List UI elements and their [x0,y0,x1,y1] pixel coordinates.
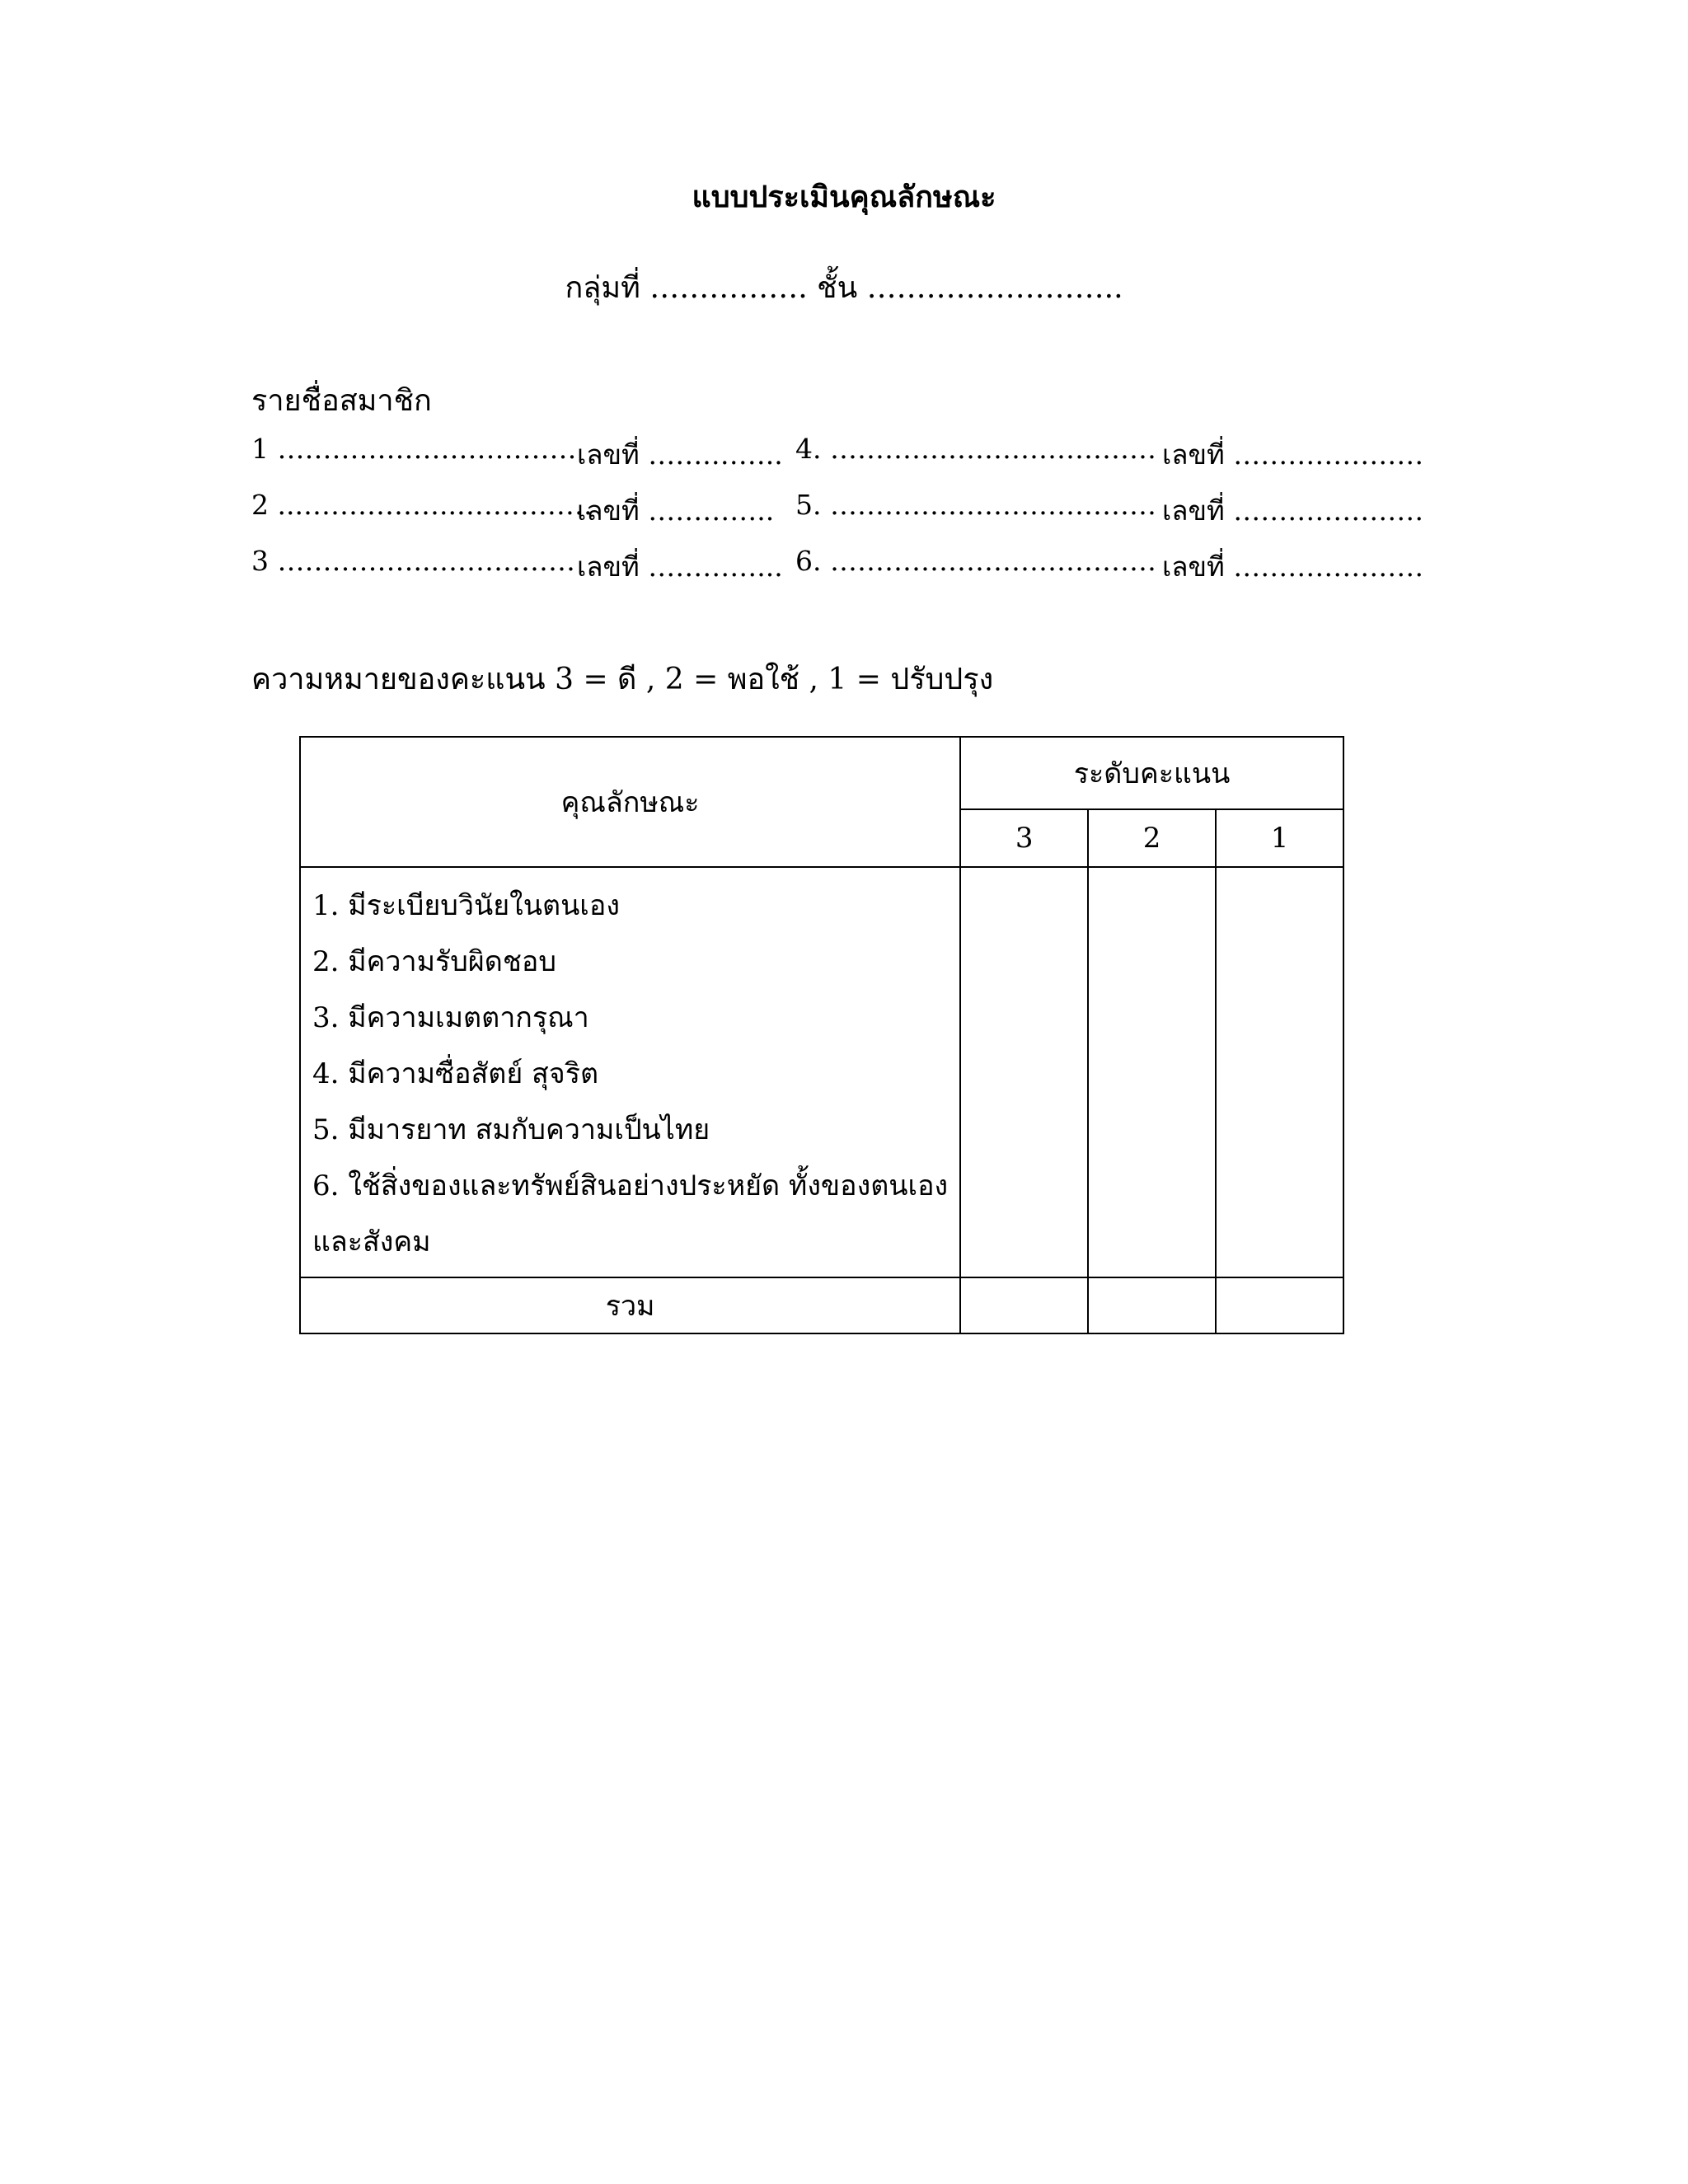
member-number-4: เลขที่ ………………… [1162,438,1424,471]
trait-item-5: 5. มีมารยาท สมกับความเป็นไทย [312,1113,710,1146]
trait-item-6: 6. ใช้สิ่งของและทรัพย์สินอย่างประหยัด ทั้งของตนเอง [312,1169,949,1202]
trait-item-4: 4. มีความซื่อสัตย์ สุจริต [312,1057,599,1090]
level-2-header: 2 [1088,809,1216,867]
member-name-1: 1 …………………………… [251,433,577,465]
member-number-1: เลขที่ …….…….. [577,438,783,471]
member-row [251,545,1422,586]
trait-item-3: 3. มีความเมตตากรุณา [312,1001,589,1034]
member-number-2: เลขที่ ………….. [577,494,775,527]
total-cell-2[interactable] [1088,1277,1216,1333]
trait-header: คุณลักษณะ [300,737,960,867]
form-title: แบบประเมินคุณลักษณะ [692,180,996,214]
trait-item-6-cont: และสังคม [312,1226,431,1258]
level-header: ระดับคะแนน [960,737,1343,809]
score-cell-1[interactable] [1216,867,1343,1277]
members-heading: รายชื่อสมาชิก [251,384,432,418]
total-label: รวม [300,1277,960,1333]
total-cell-1[interactable] [1216,1277,1343,1333]
level-1-header: 1 [1216,809,1343,867]
level-3-header: 3 [960,809,1088,867]
trait-item-1: 1. มีระเบียบวินัยในตนเอง [312,889,620,922]
trait-list-cell [300,867,960,1277]
member-name-3: 3 ……………...…………… [251,545,575,577]
member-name-6: 6. ……………………………… [795,545,1156,577]
member-number-3: เลขที่ …………... [577,551,783,583]
member-name-2: 2 ...……………..…………… [251,489,593,521]
member-row [251,433,1422,474]
score-cell-3[interactable] [960,867,1088,1277]
member-name-5: 5. ……………………………… [795,489,1156,521]
member-number-6: เลขที่ ………………… [1162,551,1424,583]
total-cell-3[interactable] [960,1277,1088,1333]
trait-item-2: 2. มีความรับผิดชอบ [312,945,556,978]
evaluation-table [299,736,1344,1334]
score-meaning: ความหมายของคะแนน 3 = ดี , 2 = พอใช้ , 1 = ปรับปรุง [251,663,994,696]
score-cell-2[interactable] [1088,867,1216,1277]
member-row [251,489,1422,530]
group-class-line: กลุ่มที่ ……………. ชั้น …………………….. [565,271,1123,305]
member-name-4: 4. ……………………………… [795,433,1156,465]
member-number-5: เลขที่ ………………… [1162,494,1424,527]
